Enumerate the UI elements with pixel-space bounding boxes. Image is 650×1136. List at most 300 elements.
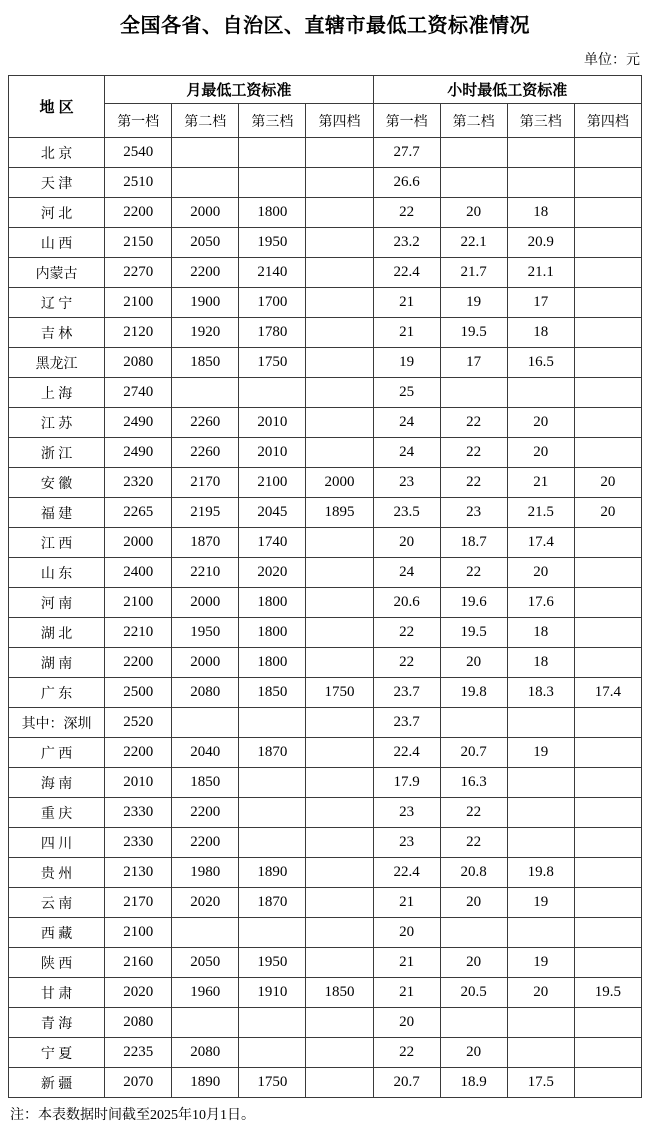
hourly-value-cell: 22.1 bbox=[440, 228, 507, 258]
monthly-value-cell: 2170 bbox=[105, 888, 172, 918]
region-cell: 宁 夏 bbox=[9, 1038, 105, 1068]
hourly-value-cell: 23 bbox=[373, 468, 440, 498]
monthly-value-cell: 2200 bbox=[172, 828, 239, 858]
monthly-value-cell bbox=[306, 1068, 373, 1098]
region-cell: 新 疆 bbox=[9, 1068, 105, 1098]
region-cell: 湖 北 bbox=[9, 618, 105, 648]
monthly-value-cell: 2050 bbox=[172, 948, 239, 978]
group-header-row bbox=[9, 76, 642, 104]
hourly-value-cell: 22.4 bbox=[373, 858, 440, 888]
hourly-value-cell: 18.9 bbox=[440, 1068, 507, 1098]
monthly-value-cell: 2150 bbox=[105, 228, 172, 258]
monthly-value-cell bbox=[239, 138, 306, 168]
table-row bbox=[9, 858, 642, 888]
monthly-value-cell bbox=[306, 198, 373, 228]
monthly-value-cell bbox=[306, 408, 373, 438]
monthly-value-cell: 2000 bbox=[172, 198, 239, 228]
table-row bbox=[9, 918, 642, 948]
table-row bbox=[9, 288, 642, 318]
hourly-value-cell: 18 bbox=[507, 618, 574, 648]
monthly-value-cell bbox=[239, 918, 306, 948]
monthly-value-cell: 1800 bbox=[239, 618, 306, 648]
monthly-value-cell: 2070 bbox=[105, 1068, 172, 1098]
monthly-value-cell bbox=[306, 168, 373, 198]
monthly-value-cell bbox=[306, 948, 373, 978]
table-row bbox=[9, 438, 642, 468]
monthly-value-cell: 1750 bbox=[239, 1068, 306, 1098]
hourly-value-cell: 22 bbox=[440, 558, 507, 588]
table-header bbox=[9, 76, 642, 138]
table-row bbox=[9, 468, 642, 498]
hourly-value-cell: 22 bbox=[440, 798, 507, 828]
table-row bbox=[9, 648, 642, 678]
monthly-value-cell bbox=[306, 798, 373, 828]
monthly-value-cell: 1920 bbox=[172, 318, 239, 348]
hourly-value-cell: 23 bbox=[440, 498, 507, 528]
hourly-value-cell: 20 bbox=[507, 408, 574, 438]
hourly-value-cell: 21 bbox=[507, 468, 574, 498]
page-title: 全国各省、自治区、直辖市最低工资标准情况 bbox=[120, 15, 530, 37]
monthly-value-cell: 2520 bbox=[105, 708, 172, 738]
region-cell: 湖 南 bbox=[9, 648, 105, 678]
hourly-value-cell bbox=[574, 198, 641, 228]
monthly-value-cell bbox=[306, 918, 373, 948]
data-date-note: 注：本表数据时间截至2025年10月1日。 bbox=[10, 1108, 255, 1123]
monthly-value-cell: 1950 bbox=[172, 618, 239, 648]
hourly-value-cell: 20.7 bbox=[373, 1068, 440, 1098]
hourly-value-cell: 18 bbox=[507, 318, 574, 348]
monthly-value-cell bbox=[306, 288, 373, 318]
monthly-tier1-header: 第一档 bbox=[105, 104, 172, 138]
hourly-value-cell: 20.7 bbox=[440, 738, 507, 768]
monthly-value-cell: 1870 bbox=[239, 738, 306, 768]
table-row bbox=[9, 228, 642, 258]
monthly-value-cell: 2000 bbox=[172, 648, 239, 678]
hourly-value-cell bbox=[574, 588, 641, 618]
monthly-value-cell: 1780 bbox=[239, 318, 306, 348]
hourly-value-cell: 20 bbox=[507, 558, 574, 588]
hourly-value-cell: 17 bbox=[507, 288, 574, 318]
hourly-value-cell bbox=[507, 918, 574, 948]
region-cell: 河 北 bbox=[9, 198, 105, 228]
monthly-value-cell bbox=[306, 588, 373, 618]
hourly-value-cell: 26.6 bbox=[373, 168, 440, 198]
region-cell: 辽 宁 bbox=[9, 288, 105, 318]
monthly-value-cell: 1800 bbox=[239, 588, 306, 618]
monthly-value-cell: 1800 bbox=[239, 648, 306, 678]
hourly-value-cell: 17 bbox=[440, 348, 507, 378]
monthly-value-cell: 2140 bbox=[239, 258, 306, 288]
hourly-value-cell bbox=[507, 1038, 574, 1068]
region-cell: 福 建 bbox=[9, 498, 105, 528]
hourly-value-cell: 23.7 bbox=[373, 708, 440, 738]
table-row bbox=[9, 1008, 642, 1038]
hourly-value-cell: 19.5 bbox=[440, 318, 507, 348]
hourly-value-cell: 21.7 bbox=[440, 258, 507, 288]
monthly-value-cell: 2200 bbox=[105, 738, 172, 768]
monthly-value-cell: 2330 bbox=[105, 828, 172, 858]
hourly-value-cell: 21 bbox=[373, 288, 440, 318]
monthly-value-cell: 2080 bbox=[105, 1008, 172, 1038]
monthly-value-cell: 1900 bbox=[172, 288, 239, 318]
monthly-value-cell: 1870 bbox=[172, 528, 239, 558]
hourly-value-cell: 21 bbox=[373, 978, 440, 1008]
hourly-value-cell: 21.1 bbox=[507, 258, 574, 288]
hourly-value-cell bbox=[574, 438, 641, 468]
monthly-value-cell: 1910 bbox=[239, 978, 306, 1008]
hourly-value-cell bbox=[574, 378, 641, 408]
hourly-value-cell bbox=[440, 708, 507, 738]
hourly-value-cell bbox=[507, 798, 574, 828]
hourly-value-cell bbox=[574, 168, 641, 198]
monthly-value-cell: 2080 bbox=[105, 348, 172, 378]
monthly-value-cell: 2010 bbox=[239, 438, 306, 468]
hourly-value-cell: 21 bbox=[373, 888, 440, 918]
monthly-value-cell: 2500 bbox=[105, 678, 172, 708]
table-row bbox=[9, 978, 642, 1008]
monthly-value-cell bbox=[306, 558, 373, 588]
monthly-group-header: 月最低工资标准 bbox=[105, 76, 373, 104]
monthly-value-cell: 1960 bbox=[172, 978, 239, 1008]
table-row bbox=[9, 828, 642, 858]
monthly-value-cell bbox=[306, 438, 373, 468]
monthly-value-cell: 2510 bbox=[105, 168, 172, 198]
monthly-value-cell bbox=[172, 378, 239, 408]
region-cell: 江 苏 bbox=[9, 408, 105, 438]
monthly-value-cell bbox=[239, 798, 306, 828]
hourly-value-cell bbox=[440, 138, 507, 168]
table-row bbox=[9, 888, 642, 918]
hourly-value-cell bbox=[507, 708, 574, 738]
monthly-value-cell: 2045 bbox=[239, 498, 306, 528]
table-row bbox=[9, 138, 642, 168]
hourly-value-cell: 18 bbox=[507, 648, 574, 678]
hourly-value-cell: 24 bbox=[373, 408, 440, 438]
monthly-value-cell: 2200 bbox=[105, 198, 172, 228]
hourly-value-cell: 20 bbox=[373, 918, 440, 948]
hourly-value-cell bbox=[574, 618, 641, 648]
monthly-value-cell bbox=[306, 858, 373, 888]
monthly-value-cell: 2000 bbox=[306, 468, 373, 498]
table-row bbox=[9, 738, 642, 768]
table-row bbox=[9, 948, 642, 978]
hourly-value-cell: 17.4 bbox=[507, 528, 574, 558]
hourly-value-cell: 23 bbox=[373, 798, 440, 828]
hourly-value-cell: 23.7 bbox=[373, 678, 440, 708]
hourly-value-cell bbox=[574, 648, 641, 678]
hourly-value-cell bbox=[574, 828, 641, 858]
hourly-value-cell: 22.4 bbox=[373, 258, 440, 288]
region-cell: 陕 西 bbox=[9, 948, 105, 978]
monthly-value-cell: 2540 bbox=[105, 138, 172, 168]
hourly-value-cell: 18.7 bbox=[440, 528, 507, 558]
table-row bbox=[9, 198, 642, 228]
hourly-value-cell: 25 bbox=[373, 378, 440, 408]
monthly-value-cell: 2020 bbox=[105, 978, 172, 1008]
monthly-value-cell: 2130 bbox=[105, 858, 172, 888]
hourly-value-cell: 18 bbox=[507, 198, 574, 228]
table-body bbox=[9, 138, 642, 1098]
hourly-value-cell: 19 bbox=[507, 948, 574, 978]
hourly-value-cell: 18.3 bbox=[507, 678, 574, 708]
table-row bbox=[9, 768, 642, 798]
region-column-header: 地 区 bbox=[9, 76, 105, 138]
monthly-value-cell: 1740 bbox=[239, 528, 306, 558]
monthly-value-cell: 2270 bbox=[105, 258, 172, 288]
region-cell: 重 庆 bbox=[9, 798, 105, 828]
monthly-value-cell: 1750 bbox=[306, 678, 373, 708]
hourly-value-cell: 17.6 bbox=[507, 588, 574, 618]
monthly-value-cell: 2200 bbox=[172, 798, 239, 828]
region-cell: 广 东 bbox=[9, 678, 105, 708]
hourly-value-cell: 23.2 bbox=[373, 228, 440, 258]
hourly-value-cell: 16.3 bbox=[440, 768, 507, 798]
hourly-value-cell bbox=[507, 1008, 574, 1038]
hourly-value-cell bbox=[574, 288, 641, 318]
hourly-value-cell: 20.9 bbox=[507, 228, 574, 258]
monthly-value-cell bbox=[239, 168, 306, 198]
monthly-value-cell bbox=[306, 828, 373, 858]
table-row bbox=[9, 378, 642, 408]
hourly-value-cell bbox=[440, 378, 507, 408]
monthly-value-cell: 2200 bbox=[172, 258, 239, 288]
region-cell: 青 海 bbox=[9, 1008, 105, 1038]
table-row bbox=[9, 528, 642, 558]
hourly-value-cell: 23.5 bbox=[373, 498, 440, 528]
hourly-tier1-header: 第一档 bbox=[373, 104, 440, 138]
hourly-value-cell bbox=[574, 1038, 641, 1068]
monthly-tier3-header: 第三档 bbox=[239, 104, 306, 138]
monthly-value-cell bbox=[306, 378, 373, 408]
monthly-value-cell: 2100 bbox=[239, 468, 306, 498]
hourly-value-cell: 17.5 bbox=[507, 1068, 574, 1098]
hourly-value-cell: 20 bbox=[440, 948, 507, 978]
monthly-value-cell: 2100 bbox=[105, 588, 172, 618]
monthly-value-cell bbox=[172, 138, 239, 168]
monthly-value-cell: 1850 bbox=[306, 978, 373, 1008]
hourly-value-cell bbox=[574, 1008, 641, 1038]
monthly-value-cell bbox=[172, 1008, 239, 1038]
hourly-tier4-header: 第四档 bbox=[574, 104, 641, 138]
table-row bbox=[9, 498, 642, 528]
hourly-value-cell bbox=[574, 708, 641, 738]
hourly-value-cell bbox=[574, 888, 641, 918]
hourly-value-cell bbox=[507, 828, 574, 858]
hourly-value-cell: 22 bbox=[440, 408, 507, 438]
hourly-value-cell bbox=[574, 768, 641, 798]
monthly-value-cell bbox=[306, 648, 373, 678]
monthly-value-cell bbox=[306, 708, 373, 738]
hourly-value-cell bbox=[574, 348, 641, 378]
hourly-value-cell: 19.8 bbox=[440, 678, 507, 708]
hourly-value-cell: 22 bbox=[440, 828, 507, 858]
hourly-value-cell bbox=[574, 1068, 641, 1098]
region-cell: 云 南 bbox=[9, 888, 105, 918]
monthly-value-cell: 1700 bbox=[239, 288, 306, 318]
monthly-value-cell bbox=[306, 528, 373, 558]
monthly-value-cell: 1870 bbox=[239, 888, 306, 918]
hourly-value-cell: 19.8 bbox=[507, 858, 574, 888]
region-cell: 其中：深圳 bbox=[9, 708, 105, 738]
hourly-value-cell bbox=[574, 138, 641, 168]
monthly-value-cell: 2320 bbox=[105, 468, 172, 498]
monthly-value-cell: 2040 bbox=[172, 738, 239, 768]
hourly-value-cell: 20.5 bbox=[440, 978, 507, 1008]
monthly-value-cell: 2050 bbox=[172, 228, 239, 258]
table-row bbox=[9, 708, 642, 738]
region-cell: 黑龙江 bbox=[9, 348, 105, 378]
monthly-value-cell: 2195 bbox=[172, 498, 239, 528]
monthly-value-cell: 1950 bbox=[239, 948, 306, 978]
monthly-value-cell bbox=[239, 708, 306, 738]
monthly-value-cell bbox=[172, 918, 239, 948]
monthly-value-cell: 2490 bbox=[105, 408, 172, 438]
hourly-value-cell: 20 bbox=[373, 1008, 440, 1038]
hourly-value-cell: 19.6 bbox=[440, 588, 507, 618]
monthly-value-cell bbox=[239, 828, 306, 858]
region-cell: 山 西 bbox=[9, 228, 105, 258]
region-cell: 天 津 bbox=[9, 168, 105, 198]
hourly-value-cell: 20 bbox=[574, 468, 641, 498]
hourly-value-cell: 19 bbox=[373, 348, 440, 378]
hourly-value-cell bbox=[440, 1008, 507, 1038]
monthly-value-cell bbox=[306, 768, 373, 798]
hourly-value-cell: 20 bbox=[440, 1038, 507, 1068]
hourly-value-cell: 20 bbox=[440, 648, 507, 678]
hourly-value-cell: 27.7 bbox=[373, 138, 440, 168]
monthly-value-cell: 1800 bbox=[239, 198, 306, 228]
monthly-value-cell: 2740 bbox=[105, 378, 172, 408]
hourly-value-cell: 20 bbox=[440, 888, 507, 918]
hourly-value-cell: 19.5 bbox=[574, 978, 641, 1008]
monthly-tier2-header: 第二档 bbox=[172, 104, 239, 138]
table-row bbox=[9, 558, 642, 588]
hourly-value-cell bbox=[507, 168, 574, 198]
region-cell: 广 西 bbox=[9, 738, 105, 768]
monthly-value-cell: 1890 bbox=[172, 1068, 239, 1098]
hourly-tier2-header: 第二档 bbox=[440, 104, 507, 138]
monthly-value-cell bbox=[172, 708, 239, 738]
monthly-value-cell: 1950 bbox=[239, 228, 306, 258]
monthly-value-cell: 2210 bbox=[172, 558, 239, 588]
table-row bbox=[9, 408, 642, 438]
hourly-value-cell bbox=[574, 738, 641, 768]
hourly-value-cell bbox=[574, 318, 641, 348]
table-row bbox=[9, 588, 642, 618]
hourly-value-cell: 20 bbox=[373, 528, 440, 558]
monthly-value-cell: 1850 bbox=[172, 348, 239, 378]
monthly-value-cell bbox=[239, 768, 306, 798]
unit-label: 单位：元 bbox=[584, 53, 640, 68]
monthly-value-cell: 2265 bbox=[105, 498, 172, 528]
monthly-value-cell bbox=[239, 1008, 306, 1038]
region-cell: 海 南 bbox=[9, 768, 105, 798]
hourly-value-cell bbox=[574, 408, 641, 438]
hourly-value-cell: 22 bbox=[440, 438, 507, 468]
hourly-value-cell: 19.5 bbox=[440, 618, 507, 648]
table-row bbox=[9, 258, 642, 288]
hourly-value-cell: 16.5 bbox=[507, 348, 574, 378]
hourly-value-cell: 22.4 bbox=[373, 738, 440, 768]
hourly-value-cell bbox=[574, 918, 641, 948]
monthly-value-cell bbox=[172, 168, 239, 198]
monthly-value-cell: 2160 bbox=[105, 948, 172, 978]
monthly-value-cell: 2000 bbox=[172, 588, 239, 618]
monthly-value-cell bbox=[306, 258, 373, 288]
hourly-value-cell bbox=[440, 918, 507, 948]
hourly-value-cell: 19 bbox=[440, 288, 507, 318]
monthly-value-cell: 2010 bbox=[239, 408, 306, 438]
hourly-value-cell bbox=[507, 768, 574, 798]
monthly-value-cell: 2210 bbox=[105, 618, 172, 648]
monthly-value-cell bbox=[306, 738, 373, 768]
hourly-value-cell bbox=[574, 258, 641, 288]
monthly-value-cell bbox=[306, 318, 373, 348]
region-cell: 甘 肃 bbox=[9, 978, 105, 1008]
monthly-value-cell: 2200 bbox=[105, 648, 172, 678]
table-row bbox=[9, 798, 642, 828]
hourly-value-cell bbox=[574, 558, 641, 588]
hourly-value-cell bbox=[507, 138, 574, 168]
hourly-value-cell: 22 bbox=[373, 198, 440, 228]
minimum-wage-table bbox=[8, 75, 642, 1098]
hourly-value-cell: 20 bbox=[507, 978, 574, 1008]
region-cell: 浙 江 bbox=[9, 438, 105, 468]
hourly-value-cell: 20 bbox=[507, 438, 574, 468]
table-row bbox=[9, 348, 642, 378]
hourly-value-cell bbox=[507, 378, 574, 408]
monthly-value-cell: 1850 bbox=[172, 768, 239, 798]
region-cell: 上 海 bbox=[9, 378, 105, 408]
region-cell: 江 西 bbox=[9, 528, 105, 558]
region-cell: 安 徽 bbox=[9, 468, 105, 498]
monthly-value-cell: 2260 bbox=[172, 408, 239, 438]
region-cell: 四 川 bbox=[9, 828, 105, 858]
hourly-value-cell: 21 bbox=[373, 948, 440, 978]
monthly-value-cell bbox=[239, 1038, 306, 1068]
hourly-value-cell: 22 bbox=[373, 1038, 440, 1068]
monthly-value-cell: 2235 bbox=[105, 1038, 172, 1068]
monthly-value-cell: 2330 bbox=[105, 798, 172, 828]
hourly-value-cell bbox=[440, 168, 507, 198]
monthly-value-cell: 2120 bbox=[105, 318, 172, 348]
monthly-value-cell: 1890 bbox=[239, 858, 306, 888]
hourly-value-cell: 20 bbox=[440, 198, 507, 228]
monthly-value-cell bbox=[306, 138, 373, 168]
monthly-value-cell bbox=[306, 888, 373, 918]
monthly-value-cell bbox=[306, 1038, 373, 1068]
hourly-value-cell: 20.6 bbox=[373, 588, 440, 618]
hourly-value-cell: 22 bbox=[440, 468, 507, 498]
monthly-value-cell: 2080 bbox=[172, 678, 239, 708]
region-cell: 内蒙古 bbox=[9, 258, 105, 288]
hourly-value-cell bbox=[574, 528, 641, 558]
monthly-value-cell: 2400 bbox=[105, 558, 172, 588]
hourly-value-cell bbox=[574, 228, 641, 258]
hourly-group-header: 小时最低工资标准 bbox=[373, 76, 641, 104]
monthly-value-cell: 2000 bbox=[105, 528, 172, 558]
region-cell: 吉 林 bbox=[9, 318, 105, 348]
monthly-value-cell: 2100 bbox=[105, 918, 172, 948]
hourly-value-cell bbox=[574, 798, 641, 828]
monthly-value-cell: 2170 bbox=[172, 468, 239, 498]
hourly-value-cell: 22 bbox=[373, 618, 440, 648]
region-cell: 贵 州 bbox=[9, 858, 105, 888]
monthly-value-cell bbox=[306, 348, 373, 378]
monthly-value-cell: 1980 bbox=[172, 858, 239, 888]
hourly-value-cell: 20 bbox=[574, 498, 641, 528]
region-cell: 西 藏 bbox=[9, 918, 105, 948]
